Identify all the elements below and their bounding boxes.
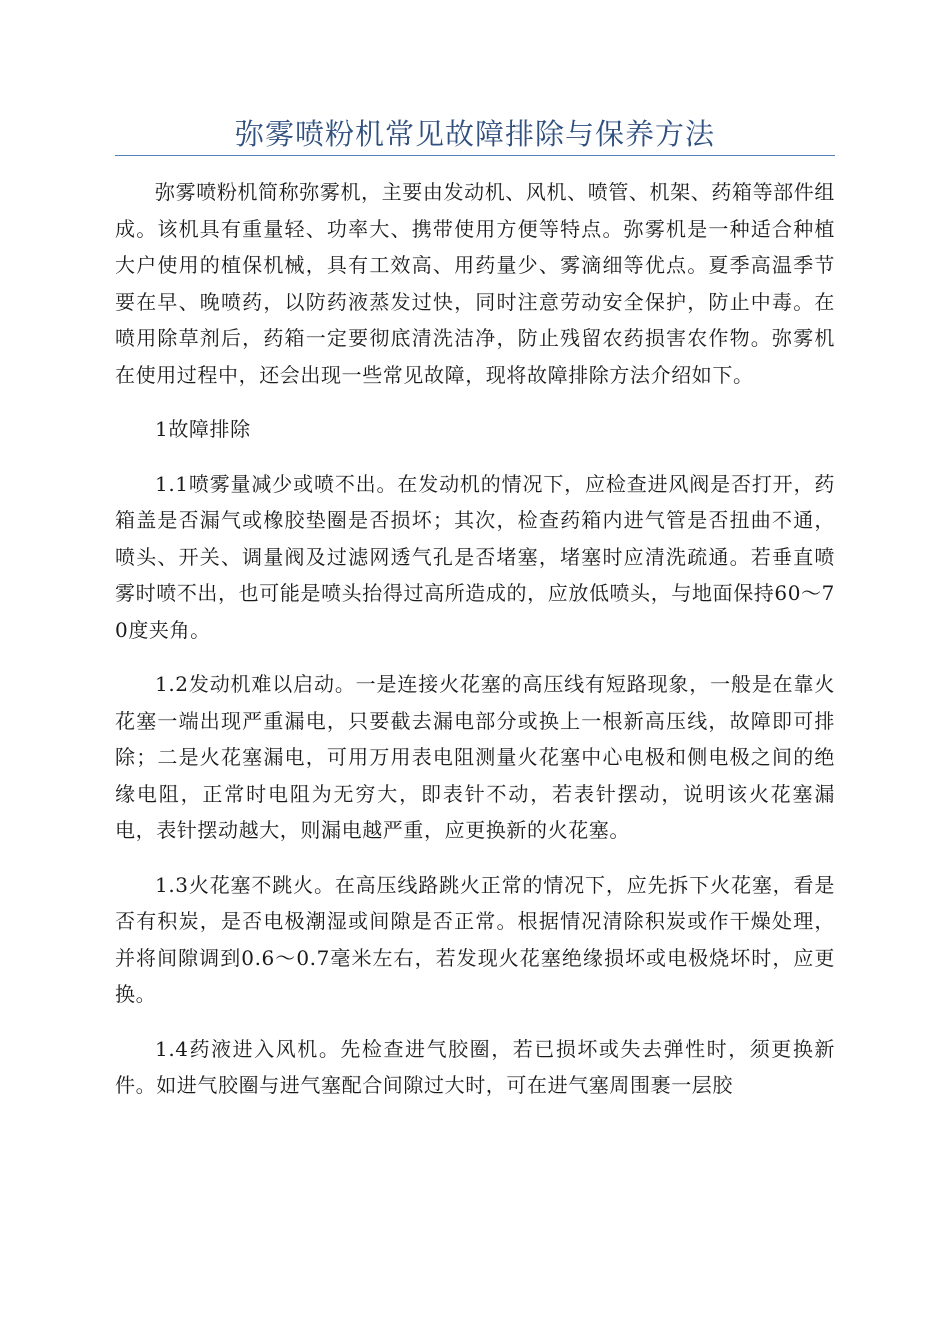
title-underline [115, 155, 835, 156]
section-heading-troubleshooting: 1故障排除 [155, 417, 251, 441]
paragraph-1-2: 1.2发动机难以启动。一是连接火花塞的高压线有短路现象，一般是在靠火花塞一端出现严重漏电，只要截去漏电部分或换上一根新高压线，故障即可排除；二是火花塞漏电，可用万用表电阻测量火花塞中心电极和侧电极之间的绝缘电阻，正常时电阻为无穷大，即表针不动，若表针摆动，说明该火花塞漏电，表针摆动越大，则漏电越严重，应更换新的火花塞。 [115, 672, 835, 842]
paragraph-1-4: 1.4药液进入风机。先检查进气胶圈，若已损坏或失去弹性时，须更换新件。如进气胶圈与进气塞配合间隙过大时，可在进气塞周围裹一层胶 [115, 1036, 835, 1097]
paragraph-1-3: 1.3火花塞不跳火。在高压线路跳火正常的情况下，应先拆下火花塞，看是否有积炭，是否电极潮湿或间隙是否正常。根据情况清除积炭或作干燥处理，并将间隙调到0.6～0.7毫米左右，若发现火花塞绝缘损坏或电极烧坏时，应更换。 [115, 872, 835, 1006]
paragraph-1-1: 1.1喷雾量减少或喷不出。在发动机的情况下，应检查进风阀是否打开，药箱盖是否漏气或橡胶垫圈是否损坏；其次，检查药箱内进气管是否扭曲不通，喷头、开关、调量阀及过滤网透气孔是否堵塞，堵塞时应清洗疏通。若垂直喷雾时喷不出，也可能是喷头抬得过高所造成的，应放低喷头，与地面保持60～70度夹角。 [115, 471, 835, 642]
document-body [115, 174, 835, 1122]
document-title: 弥雾喷粉机常见故障排除与保养方法 [234, 117, 715, 151]
paragraph-intro: 弥雾喷粉机简称弥雾机，主要由发动机、风机、喷管、机架、药箱等部件组成。该机具有重量轻、功率大、携带使用方便等特点。弥雾机是一种适合种植大户使用的植保机械，具有工效高、用药量少、雾滴细等优点。夏季高温季节要在早、晚喷药，以防药液蒸发过快，同时注意劳动安全保护，防止中毒。在喷用除草剂后，药箱一定要彻底清洗洁净，防止残留农药损害农作物。弥雾机在使用过程中，还会出现一些常见故障，现将故障排除方法介绍如下。 [115, 180, 835, 387]
